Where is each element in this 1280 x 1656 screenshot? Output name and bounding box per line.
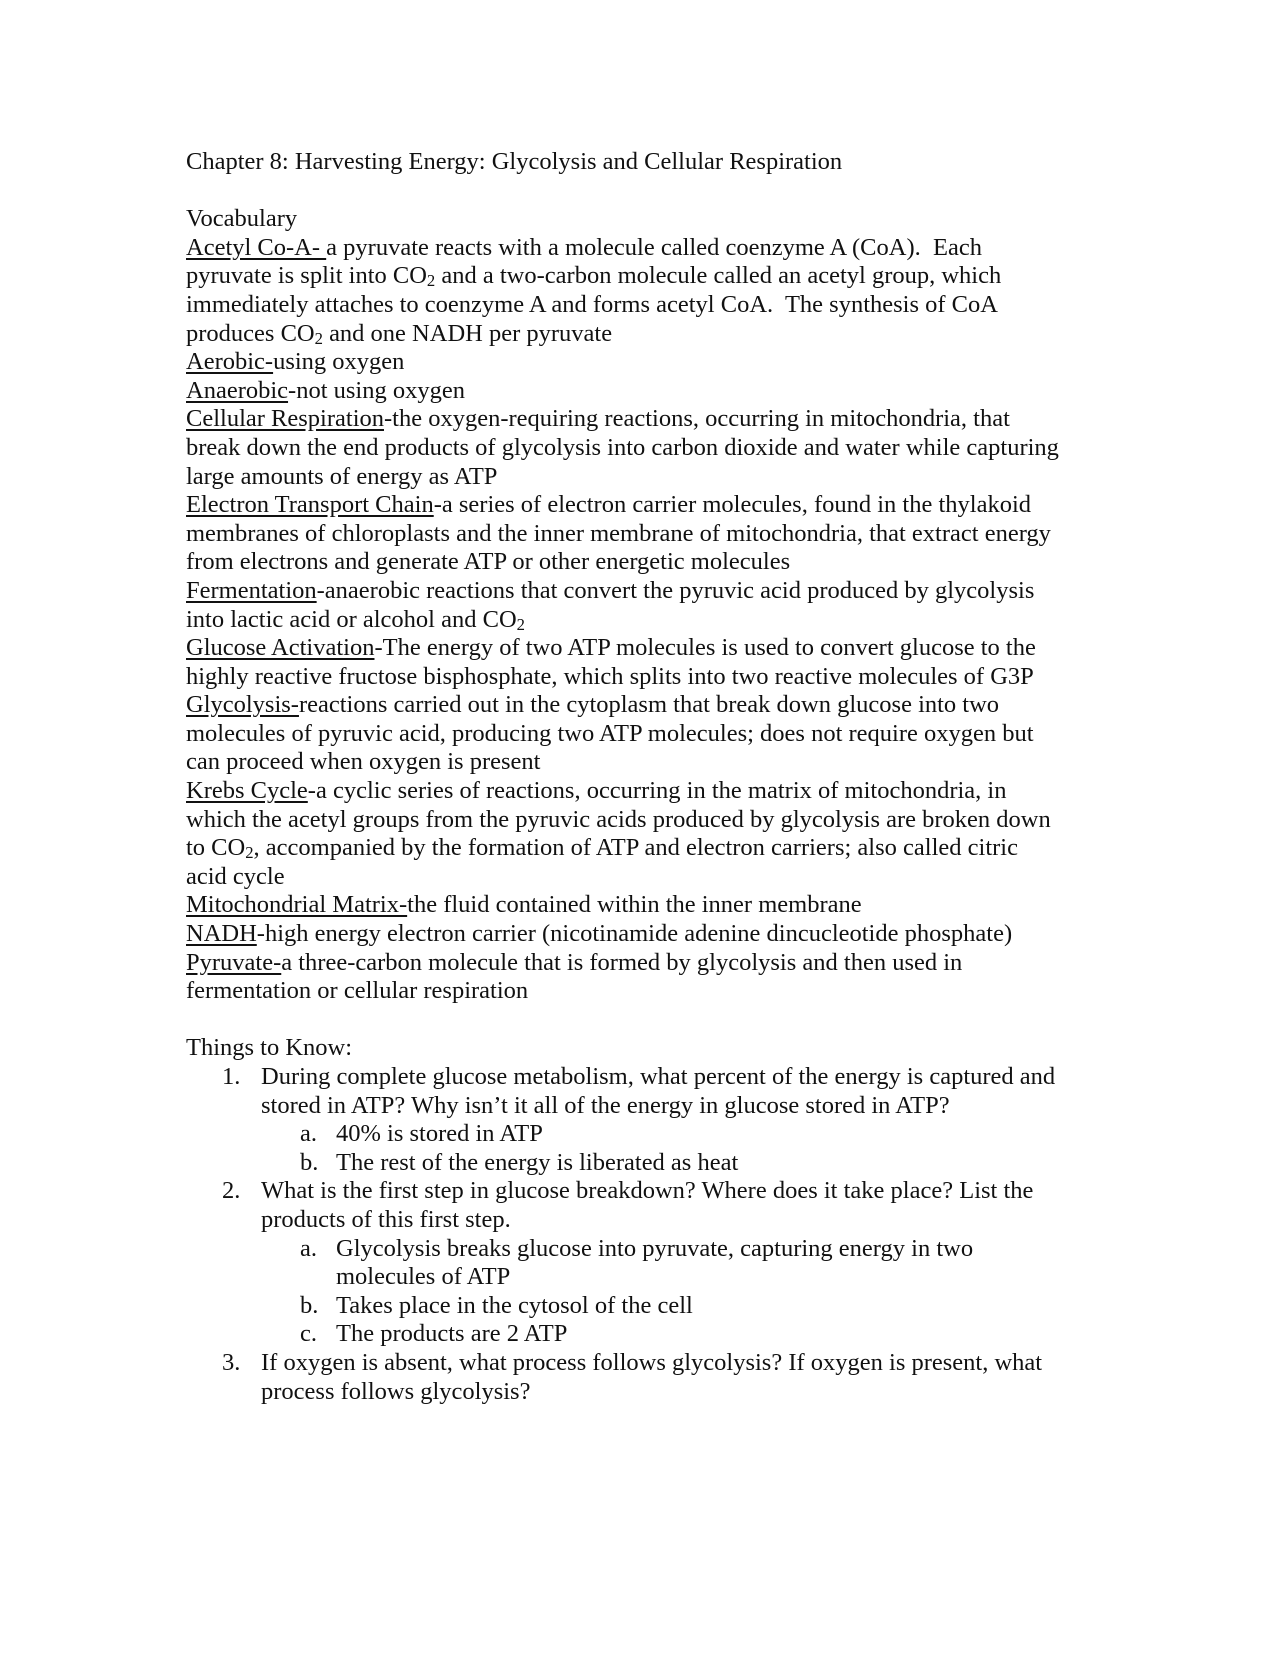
vocab-definition: -a cyclic series of reactions, occurring in the matrix of mitochondria, in bbox=[307, 777, 1007, 805]
question-number: 3. bbox=[222, 1348, 241, 1376]
question-text: During complete glucose metabolism, what percent of the energy is captured and bbox=[261, 1063, 1056, 1090]
vocab-line bbox=[186, 834, 1086, 863]
question-text: process follows glycolysis? bbox=[261, 1377, 531, 1405]
page-title: Chapter 8: Harvesting Energy: Glycolysis and Cellular Respiration bbox=[186, 148, 843, 175]
spacer bbox=[186, 177, 1086, 206]
answer-letter: a. bbox=[300, 1120, 317, 1148]
vocab-definition: reactions carried out in the cytoplasm that break down glucose into two bbox=[298, 691, 1000, 719]
vocab-term: Cellular Respiration bbox=[186, 405, 384, 433]
answer-text: molecules of ATP bbox=[336, 1263, 511, 1291]
vocab-line: membranes of chloroplasts and the inner membrane of mitochondria, that extract energy bbox=[186, 519, 1051, 547]
spacer bbox=[186, 1006, 1086, 1035]
vocab-line bbox=[186, 577, 1086, 606]
vocab-term: Acetyl Co-A- bbox=[186, 233, 327, 261]
line-text: and one NADH per pyruvate bbox=[322, 319, 613, 347]
answer-letter: b. bbox=[300, 1291, 319, 1319]
question-text: If oxygen is absent, what process follows glycolysis? If oxygen is present, what bbox=[261, 1348, 1043, 1376]
vocab-definition: the fluid contained within the inner membrane bbox=[407, 891, 862, 919]
vocab-entry bbox=[186, 949, 1086, 1006]
vocab-entry bbox=[186, 491, 1086, 577]
vocab-line bbox=[186, 377, 1086, 406]
question-item bbox=[186, 1349, 1086, 1406]
vocab-term: Electron Transport Chain bbox=[186, 491, 434, 519]
vocab-line: can proceed when oxygen is present bbox=[186, 748, 541, 776]
line-text: , accompanied by the formation of ATP and electron carriers; also called citric bbox=[253, 834, 1018, 862]
vocab-definition: -The energy of two ATP molecules is used to convert glucose to the bbox=[374, 634, 1036, 662]
vocab-entry bbox=[186, 920, 1086, 949]
vocab-line bbox=[186, 491, 1086, 520]
question-text: products of this first step. bbox=[261, 1205, 511, 1233]
vocab-line: molecules of pyruvic acid, producing two ATP molecules; does not require oxygen but bbox=[186, 719, 1034, 747]
vocab-entry bbox=[186, 691, 1086, 777]
vocab-entry bbox=[186, 777, 1086, 891]
vocab-term: Fermentation bbox=[186, 576, 317, 604]
vocab-line: from electrons and generate ATP or other energetic molecules bbox=[186, 548, 791, 576]
vocabulary-heading: Vocabulary bbox=[186, 205, 298, 233]
vocab-line bbox=[186, 634, 1086, 663]
vocab-entry bbox=[186, 348, 1086, 377]
answer-text: Glycolysis breaks glucose into pyruvate, capturing energy in two bbox=[336, 1234, 974, 1262]
vocab-line: fermentation or cellular respiration bbox=[186, 977, 529, 1005]
vocab-entry bbox=[186, 634, 1086, 691]
vocab-line bbox=[186, 891, 1086, 920]
line-text: to CO bbox=[186, 834, 246, 862]
answer-letter: a. bbox=[300, 1234, 317, 1262]
answer-item bbox=[186, 1235, 1086, 1292]
question-item bbox=[186, 1063, 1086, 1120]
vocab-definition: a pyruvate reacts with a molecule called coenzyme A (CoA). Each bbox=[326, 233, 982, 261]
vocab-line bbox=[186, 691, 1086, 720]
answer-item bbox=[186, 1149, 1086, 1178]
subscript: 2 bbox=[426, 271, 436, 291]
question-number: 1. bbox=[222, 1063, 241, 1090]
vocab-line bbox=[186, 262, 1086, 291]
vocab-entry bbox=[186, 234, 1086, 348]
vocab-line: break down the end products of glycolysis into carbon dioxide and water while capturing bbox=[186, 433, 1059, 461]
answer-letter: b. bbox=[300, 1148, 319, 1176]
vocab-term: Aerobic- bbox=[186, 348, 274, 376]
vocab-line bbox=[186, 920, 1086, 949]
vocab-entry bbox=[186, 891, 1086, 920]
subscript: 2 bbox=[245, 843, 254, 863]
vocab-term: Mitochondrial Matrix- bbox=[186, 891, 408, 919]
answer-text: Takes place in the cytosol of the cell bbox=[336, 1291, 693, 1319]
vocab-definition: -the oxygen-requiring reactions, occurring in mitochondria, that bbox=[384, 405, 1010, 433]
vocab-entry bbox=[186, 377, 1086, 406]
answer-item bbox=[186, 1320, 1086, 1349]
vocabulary-list bbox=[186, 234, 1086, 1006]
things-to-know-heading: Things to Know: bbox=[186, 1034, 353, 1062]
vocab-line bbox=[186, 234, 1086, 263]
vocab-line: highly reactive fructose bisphosphate, which splits into two reactive molecules of G3P bbox=[186, 662, 1034, 690]
vocab-entry bbox=[186, 577, 1086, 634]
vocab-term: Anaerobic bbox=[186, 376, 289, 404]
vocab-line bbox=[186, 348, 1086, 377]
question-text: stored in ATP? Why isn’t it all of the energy in glucose stored in ATP? bbox=[261, 1091, 950, 1119]
vocab-definition: -high energy electron carrier (nicotinamide adenine dincucleotide phosphate) bbox=[256, 920, 1013, 948]
line-text: pyruvate is split into CO bbox=[186, 262, 427, 290]
vocab-line bbox=[186, 320, 1086, 349]
question-list bbox=[186, 1063, 1086, 1406]
vocab-line bbox=[186, 777, 1086, 806]
subscript: 2 bbox=[314, 328, 323, 348]
vocab-term: Pyruvate- bbox=[186, 948, 282, 976]
document-page bbox=[186, 148, 1086, 1406]
vocab-entry bbox=[186, 405, 1086, 491]
vocab-line: which the acetyl groups from the pyruvic acids produced by glycolysis are broken down bbox=[186, 805, 1051, 833]
subscript: 2 bbox=[516, 614, 525, 634]
answer-letter: c. bbox=[300, 1320, 317, 1348]
vocab-term: NADH bbox=[186, 920, 257, 948]
vocab-term: Glucose Activation bbox=[186, 634, 375, 662]
answer-text: The rest of the energy is liberated as heat bbox=[336, 1148, 739, 1176]
vocab-definition: -a series of electron carrier molecules, found in the thylakoid bbox=[433, 491, 1032, 519]
vocab-term: Krebs Cycle bbox=[186, 777, 308, 805]
question-text: What is the first step in glucose breakdown? Where does it take place? List the bbox=[261, 1177, 1034, 1205]
vocab-line: large amounts of energy as ATP bbox=[186, 462, 498, 490]
vocab-definition: -anaerobic reactions that convert the pyruvic acid produced by glycolysis bbox=[316, 576, 1035, 604]
answer-text: 40% is stored in ATP bbox=[336, 1120, 543, 1148]
vocab-definition: a three-carbon molecule that is formed by glycolysis and then used in bbox=[281, 948, 963, 976]
vocab-definition: using oxygen bbox=[273, 348, 405, 376]
answer-text: The products are 2 ATP bbox=[336, 1320, 568, 1348]
answer-item bbox=[186, 1120, 1086, 1149]
line-text: into lactic acid or alcohol and CO bbox=[186, 605, 517, 633]
line-text: produces CO bbox=[186, 319, 315, 347]
vocab-line bbox=[186, 405, 1086, 434]
vocab-definition: -not using oxygen bbox=[288, 376, 465, 404]
vocab-line: immediately attaches to coenzyme A and forms acetyl CoA. The synthesis of CoA bbox=[186, 290, 998, 318]
vocab-line: acid cycle bbox=[186, 862, 285, 890]
vocab-line bbox=[186, 606, 1086, 635]
question-item bbox=[186, 1177, 1086, 1234]
line-text: and a two-carbon molecule called an acetyl group, which bbox=[435, 262, 1002, 290]
question-number: 2. bbox=[222, 1177, 241, 1205]
vocab-line bbox=[186, 949, 1086, 978]
vocab-term: Glycolysis- bbox=[186, 691, 299, 719]
answer-item bbox=[186, 1292, 1086, 1321]
